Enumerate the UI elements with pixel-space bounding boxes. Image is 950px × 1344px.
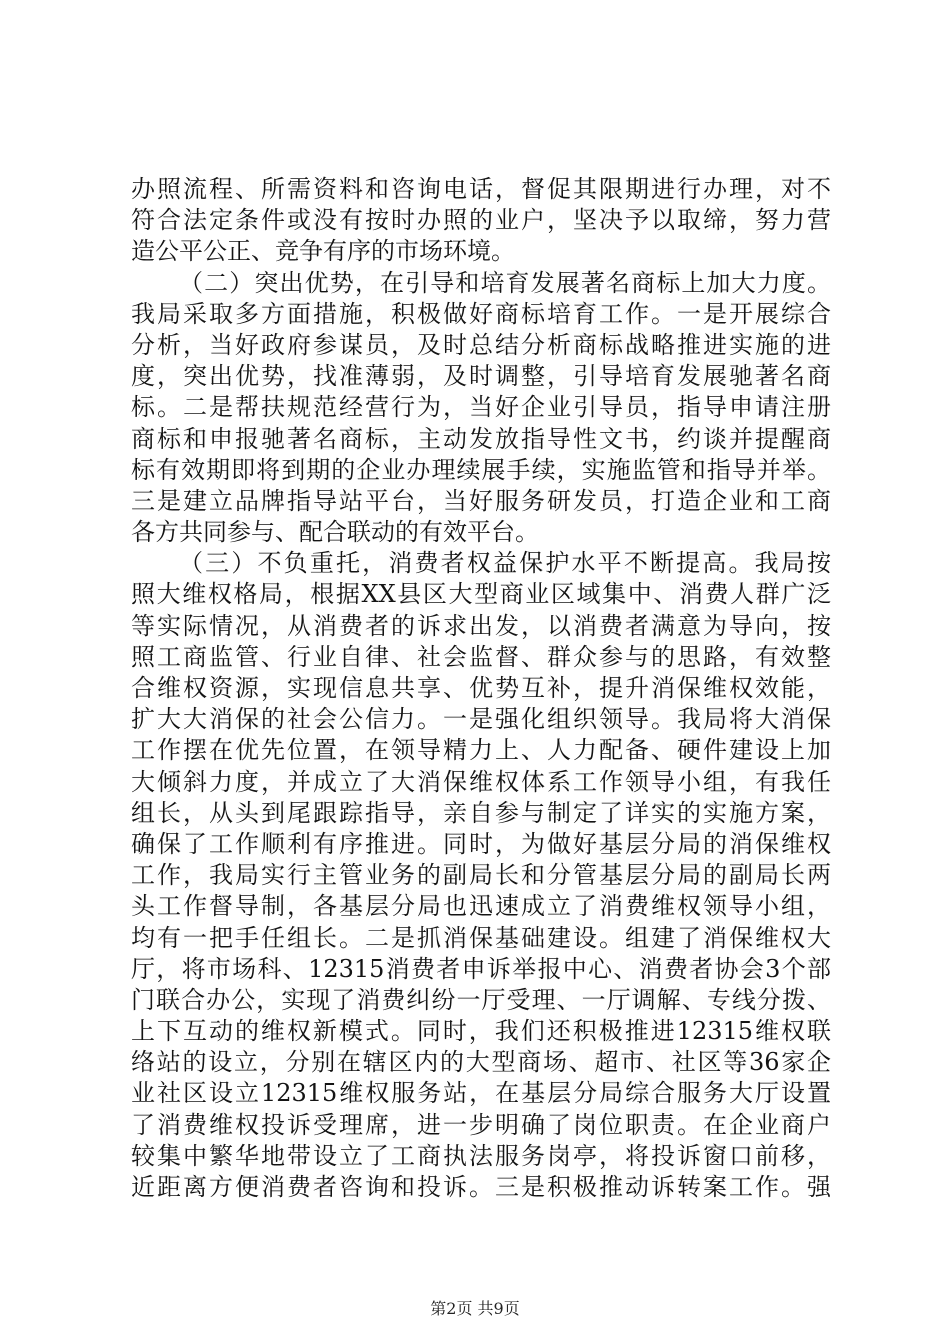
text-line: 上下互动的维权新模式。同时，我们还积极推进12315维权联 [131, 1017, 831, 1046]
text-line: 标有效期即将到期的企业办理续展手续，实施监管和指导并举。 [131, 455, 831, 484]
text-line: 工作，我局实行主管业务的副局长和分管基层分局的副局长两 [131, 861, 831, 890]
text-line: 照工商监管、行业自律、社会监督、群众参与的思路，有效整 [131, 642, 831, 671]
text-line: 商标和申报驰著名商标，主动发放指导性文书，约谈并提醒商 [131, 424, 831, 453]
text-line: 各方共同参与、配合联动的有效平台。 [131, 518, 539, 547]
text-line: 分析，当好政府参谋员，及时总结分析商标战略推进实施的进 [131, 330, 831, 359]
text-line: 办照流程、所需资料和咨询电话，督促其限期进行办理，对不 [131, 175, 831, 203]
text-line: 符合法定条件或没有按时办照的业户，坚决予以取缔，努力营 [131, 206, 831, 235]
page-footer: 第2页 共9页 [430, 1299, 520, 1318]
text-line: 业社区设立12315维权服务站，在基层分局综合服务大厅设置 [131, 1079, 831, 1108]
text-line: 门联合办公，实现了消费纠纷一厅受理、一厅调解、专线分拨、 [131, 985, 831, 1014]
text-line: 我局采取多方面措施，积极做好商标培育工作。一是开展综合 [131, 299, 831, 328]
text-line: 照大维权格局，根据XX县区大型商业区域集中、消费人群广泛 [131, 580, 831, 609]
text-line: 组长，从头到尾跟踪指导，亲自参与制定了详实的实施方案， [131, 798, 831, 827]
text-line: 三是建立品牌指导站平台，当好服务研发员，打造企业和工商 [131, 486, 831, 515]
text-line: 确保了工作顺利有序推进。同时，为做好基层分局的消保维权 [131, 829, 831, 858]
text-line: 造公平公正、竞争有序的市场环境。 [131, 237, 515, 266]
text-line: 络站的设立，分别在辖区内的大型商场、超市、社区等36家企 [131, 1048, 831, 1077]
text-line: 标。二是帮扶规范经营行为，当好企业引导员，指导申请注册 [131, 393, 831, 422]
text-line: 合维权资源，实现信息共享、优势互补，提升消保维权效能， [131, 674, 831, 702]
text-line: 均有一把手任组长。二是抓消保基础建设。组建了消保维权大 [131, 923, 831, 952]
text-line: 工作摆在优先位置，在领导精力上、人力配备、硬件建设上加 [131, 736, 831, 765]
text-line: 较集中繁华地带设立了工商执法服务岗亭，将投诉窗口前移， [131, 1141, 831, 1170]
text-line: 扩大大消保的社会公信力。一是强化组织领导。我局将大消保 [131, 705, 831, 734]
text-line: 了消费维权投诉受理席，进一步明确了岗位职责。在企业商户 [131, 1110, 831, 1139]
text-line: 近距离方便消费者咨询和投诉。三是积极推动诉转案工作。强 [131, 1173, 831, 1201]
text-line: （二）突出优势，在引导和培育发展著名商标上加大力度。 [179, 268, 831, 297]
text-line: （三）不负重托，消费者权益保护水平不断提高。我局按 [179, 549, 831, 578]
body-text [131, 174, 831, 1203]
text-line: 厅，将市场科、12315消费者申诉举报中心、消费者协会3个部 [131, 954, 831, 983]
text-line: 度，突出优势，找准薄弱，及时调整，引导培育发展驰著名商 [131, 362, 831, 391]
text-line: 大倾斜力度，并成立了大消保维权体系工作领导小组，有我任 [131, 767, 831, 796]
text-line: 头工作督导制，各基层分局也迅速成立了消费维权领导小组， [131, 892, 831, 921]
text-line: 等实际情况，从消费者的诉求出发，以消费者满意为导向，按 [131, 611, 831, 640]
